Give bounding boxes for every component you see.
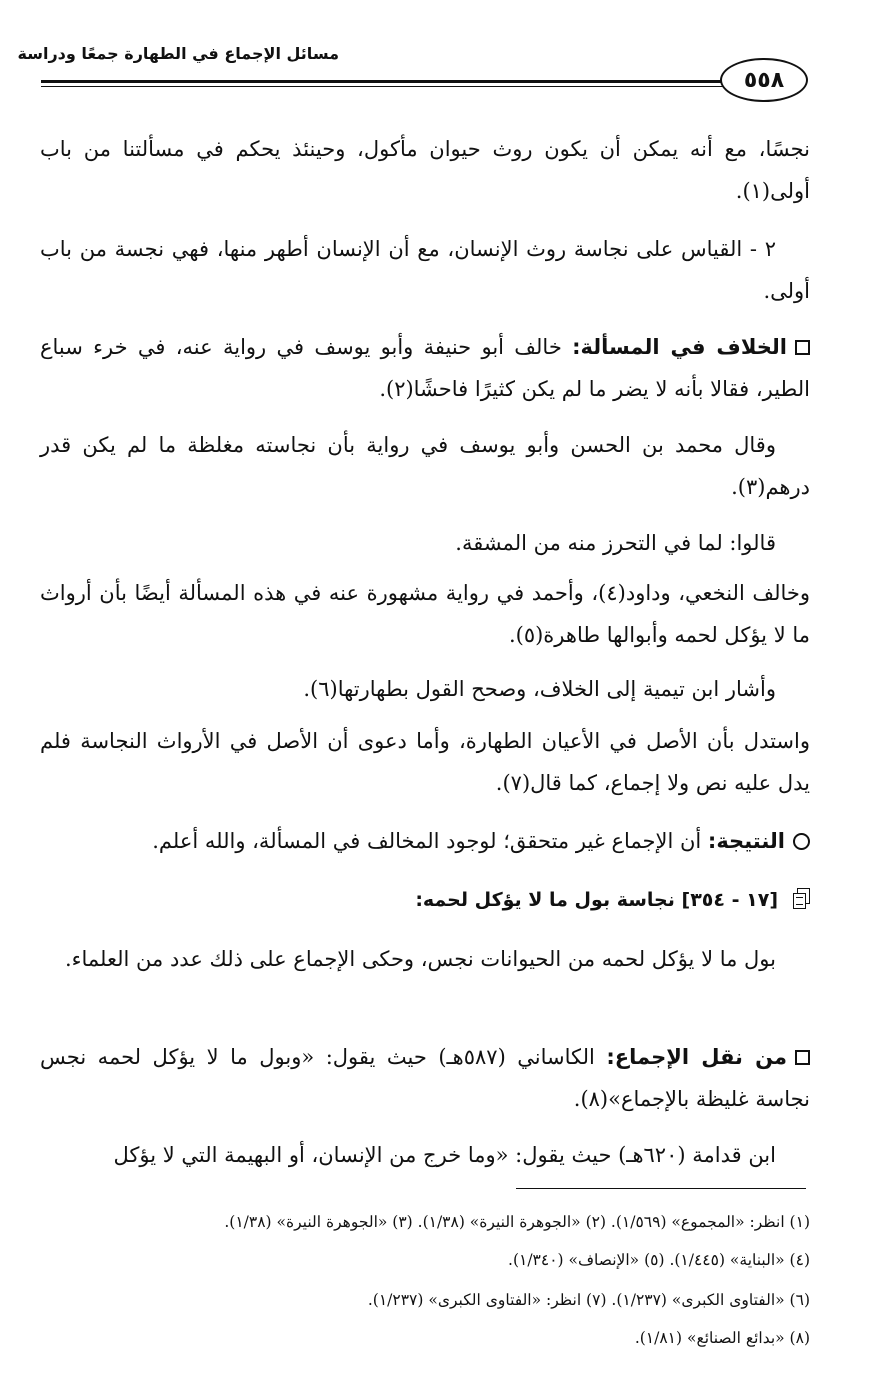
paragraph-text: خالف أبو حنيفة وأبو يوسف في رواية عنه، في خرء سباع الطير، فقالا بأنه لا يضر ما لم يكن كثيرًا فاحشًا(٢). [40, 335, 810, 401]
paragraph-lead: من نقل الإجماع: [606, 1045, 787, 1069]
document-stack-icon [790, 888, 810, 910]
footnote-line: (١) انظر: «المجموع» (١/٥٦٩). (٢) «الجوهرة النيرة» (١/٣٨). (٣) «الجوهرة النيرة» (١/٣٨). [224, 1213, 810, 1231]
paragraph: وأشار ابن تيمية إلى الخلاف، وصحح القول بطهارتها(٦). [303, 677, 776, 701]
paragraph: قالوا: لما في التحرز منه من المشقة. [455, 531, 776, 555]
paragraph-transmitters [40, 1036, 810, 1120]
section-heading-text: [١٧ - ٣٥٤] نجاسة بول ما لا يؤكل لحمه: [415, 889, 778, 911]
square-bullet-icon [795, 1050, 810, 1065]
page-number: ٥٥٨ [720, 58, 808, 102]
paragraph-lead: النتيجة: [707, 829, 785, 853]
paragraph-dispute [40, 326, 810, 410]
section-heading [40, 882, 810, 918]
paragraph: نجسًا، مع أنه يمكن أن يكون روث حيوان مأكول، وحينئذ يحكم في مسألتنا من باب أولى(١). [40, 137, 810, 203]
paragraph-text: الكاساني (٥٨٧هـ) حيث يقول: «وبول ما لا يؤكل لحمه نجس نجاسة غليظة بالإجماع»(٨). [40, 1045, 810, 1111]
paragraph-result [40, 820, 810, 862]
running-header-title: مسائل الإجماع في الطهارة جمعًا ودراسة [17, 44, 339, 63]
footnote-line: (٦) «الفتاوى الكبرى» (١/٢٣٧). (٧) انظر: «الفتاوى الكبرى» (١/٢٣٧). [367, 1291, 810, 1309]
paragraph: ابن قدامة (٦٢٠هـ) حيث يقول: «وما خرج من الإنسان، أو البهيمة التي لا يؤكل [113, 1143, 776, 1167]
square-bullet-icon [795, 340, 810, 355]
paragraph: بول ما لا يؤكل لحمه من الحيوانات نجس، وحكى الإجماع على ذلك عدد من العلماء. [64, 947, 776, 971]
footnote-line: (٤) «البناية» (١/٤٤٥). (٥) «الإنصاف» (١/٣٤٠). [508, 1251, 810, 1269]
footnote-line: (٨) «بدائع الصنائع» (١/٨١). [634, 1329, 810, 1347]
paragraph: ٢ - القياس على نجاسة روث الإنسان، مع أن الإنسان أطهر منها، فهي نجسة من باب أولى. [40, 237, 810, 303]
paragraph: وخالف النخعي، وداود(٤)، وأحمد في رواية مشهورة عنه في هذه المسألة أيضًا بأن أرواث ما لا يؤكل لحمه وأبوالها طاهرة(٥). [40, 581, 811, 647]
paragraph: وقال محمد بن الحسن وأبو يوسف في رواية بأن نجاسته مغلظة ما لم يكن قدر درهم(٣). [40, 433, 810, 499]
paragraph-text: أن الإجماع غير متحقق؛ لوجود المخالف في المسألة، والله أعلم. [152, 829, 708, 853]
paragraph-lead: الخلاف في المسألة: [572, 335, 787, 359]
paragraph: واستدل بأن الأصل في الأعيان الطهارة، وأما دعوى أن الأصل في الأرواث النجاسة فلم يدل عليه نص ولا إجماع، كما قال(٧). [40, 729, 810, 795]
header-rule [41, 80, 743, 87]
circle-bullet-icon [793, 833, 810, 850]
footnote-rule [516, 1188, 806, 1189]
